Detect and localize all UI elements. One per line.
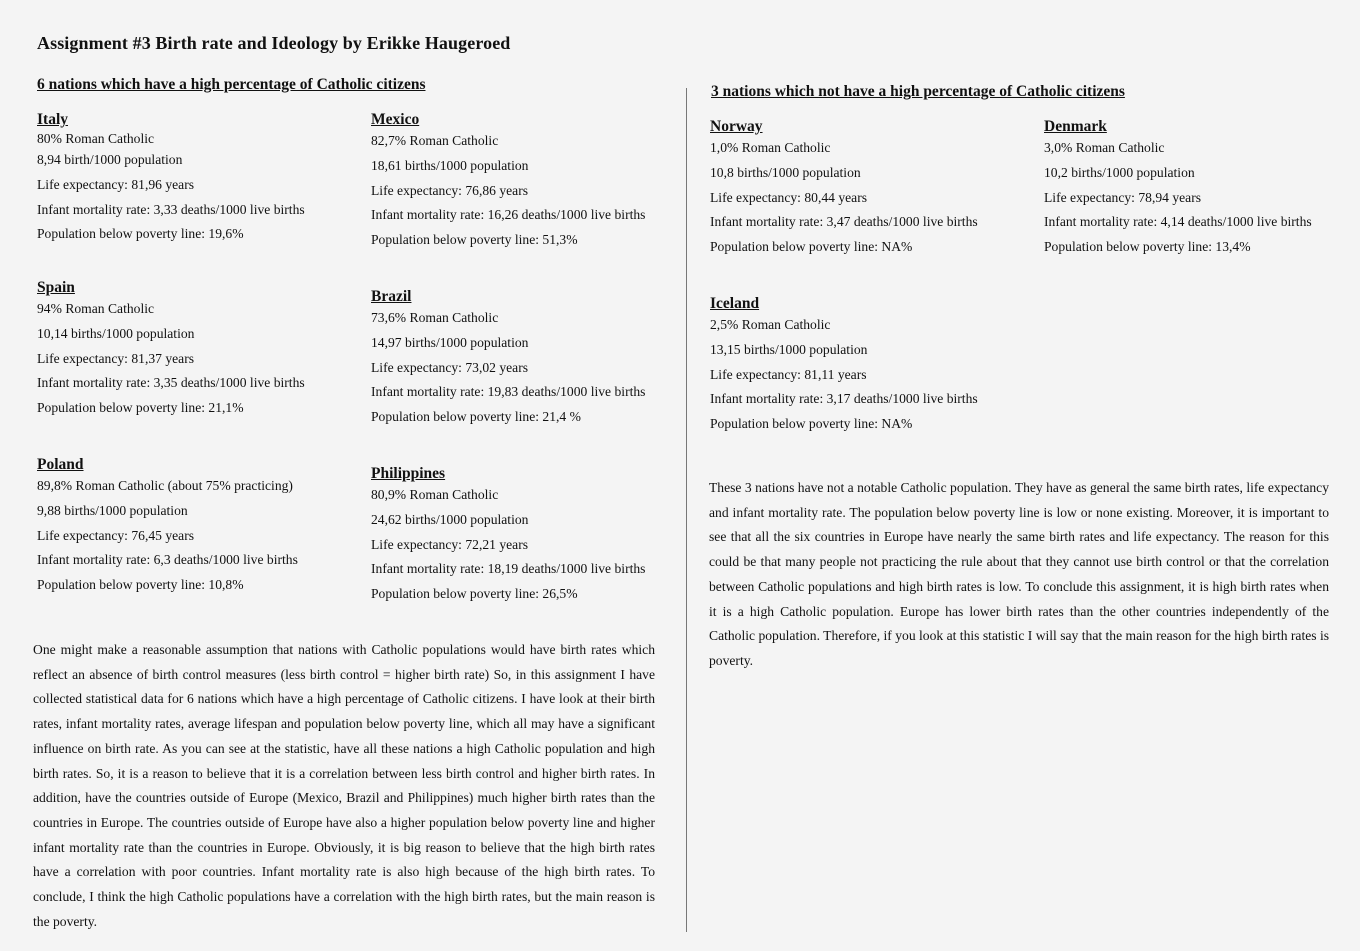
stat-infant-mortality: Infant mortality rate: 18,19 deaths/1000 live births [371, 561, 646, 577]
stat-poverty: Population below poverty line: NA% [710, 416, 913, 432]
stat-infant-mortality: Infant mortality rate: 4,14 deaths/1000 live births [1044, 214, 1312, 230]
left-heading: 6 nations which have a high percentage of Catholic citizens [37, 76, 426, 93]
right-conclusion-paragraph: These 3 nations have not a notable Catholic population. They have as general the same birth rates, life expectancy and infant mortality rate. The population below poverty line is low or none existing. Moreover, it is important to see that all the six countries in Europe have nearly the same birth rates and life expectancy. The reason for this could be that many people not practicing the rule about that they cannot use birth control or that the correlation between Catholic populations and high birth rates is low. To conclude this assignment, it is high birth rates when it is a high Catholic population. Europe has lower birth rates than the other countries independently of the Catholic population. Therefore, if you look at this statistic I will say that the main reason for the high birth rates is poverty. [709, 480, 1330, 668]
stat-birth-rate: 10,8 births/1000 population [710, 164, 861, 180]
left-conclusion-paragraph: One might make a reasonable assumption that nations with Catholic populations would have birth rates which reflect an absence of birth control measures (less birth control = higher birth rate) So, in this assignment I have collected statistical data for 6 nations which have a high percentage of Catholic citizens. I have look at their birth rates, infant mortality rates, average lifespan and population below poverty line, which all may have a significant influence on birth rate. As you can see at the statistic, have all these nations a high Catholic population and high birth rates. So, it is a reason to believe that it is a correlation between less birth control and higher birth rates. In addition, have the countries outside of Europe (Mexico, Brazil and Philippines) much higher birth rates than the countries in Europe. The countries outside of Europe have also a higher population below poverty line and higher infant mortality rate than the countries in Europe. Obviously, it is big reason to believe that the high birth rates have a correlation with poor countries. Infant mortality rate is also high because of the high birth rates. To conclude, I think the high Catholic populations have a correlation with the high birth rates, but the main reason is the poverty. [33, 642, 655, 929]
stat-life-expectancy: Life expectancy: 73,02 years [371, 359, 529, 375]
stat-infant-mortality: Infant mortality rate: 16,26 deaths/1000 live births [371, 207, 646, 223]
stat-poverty: Population below poverty line: 13,4% [1044, 239, 1251, 255]
right-heading: 3 nations which not have a high percentage of Catholic citizens [711, 83, 1125, 100]
stat-infant-mortality: Infant mortality rate: 3,33 deaths/1000 live births [37, 201, 305, 217]
stat-catholic: 2,5% Roman Catholic [710, 317, 831, 332]
stat-birth-rate: 18,61 births/1000 population [371, 157, 529, 173]
stat-life-expectancy: Life expectancy: 81,37 years [37, 350, 195, 366]
stat-poverty: Population below poverty line: 19,6% [37, 226, 244, 242]
stat-birth-rate: 10,2 births/1000 population [1044, 164, 1195, 180]
stat-catholic: 82,7% Roman Catholic [371, 133, 499, 148]
stat-catholic: 1,0% Roman Catholic [710, 140, 831, 155]
country-block-denmark [1044, 118, 1360, 260]
stat-poverty: Population below poverty line: 10,8% [37, 577, 244, 593]
country-name: Poland [37, 456, 84, 473]
stat-catholic: 89,8% Roman Catholic (about 75% practicing) [37, 478, 293, 493]
stat-life-expectancy: Life expectancy: 78,94 years [1044, 189, 1202, 205]
stat-birth-rate: 8,94 birth/1000 population [37, 152, 183, 167]
stat-life-expectancy: Life expectancy: 81,11 years [710, 366, 867, 382]
stat-poverty: Population below poverty line: NA% [710, 239, 913, 255]
stat-life-expectancy: Life expectancy: 76,45 years [37, 527, 195, 543]
stat-infant-mortality: Infant mortality rate: 3,17 deaths/1000 live births [710, 391, 978, 407]
stat-catholic: 3,0% Roman Catholic [1044, 140, 1165, 155]
page-title: Assignment #3 Birth rate and Ideology by Erikke Haugeroed [37, 33, 511, 53]
country-name: Iceland [710, 295, 760, 312]
country-block-poland [37, 456, 357, 598]
country-name: Philippines [371, 465, 446, 482]
country-block-iceland [710, 295, 1030, 437]
stat-birth-rate: 14,97 births/1000 population [371, 334, 529, 350]
stat-poverty: Population below poverty line: 21,4 % [371, 409, 581, 425]
stat-catholic: 94% Roman Catholic [37, 301, 155, 316]
country-name: Mexico [371, 111, 420, 128]
stat-birth-rate: 9,88 births/1000 population [37, 502, 188, 518]
stat-catholic: 80% Roman Catholic [37, 131, 155, 146]
stat-life-expectancy: Life expectancy: 80,44 years [710, 189, 868, 205]
stat-life-expectancy: Life expectancy: 76,86 years [371, 182, 529, 198]
country-name: Denmark [1044, 118, 1107, 135]
country-block-mexico [371, 111, 691, 253]
country-block-spain [37, 279, 357, 421]
country-name: Brazil [371, 288, 412, 305]
stat-catholic: 73,6% Roman Catholic [371, 310, 499, 325]
stat-life-expectancy: Life expectancy: 72,21 years [371, 536, 529, 552]
country-name: Italy [37, 111, 68, 128]
country-name: Spain [37, 279, 75, 296]
country-block-brazil [371, 288, 691, 430]
stat-catholic: 80,9% Roman Catholic [371, 487, 499, 502]
stat-birth-rate: 10,14 births/1000 population [37, 325, 195, 341]
stat-poverty: Population below poverty line: 51,3% [371, 232, 578, 248]
stat-infant-mortality: Infant mortality rate: 6,3 deaths/1000 live births [37, 552, 298, 568]
country-block-philippines [371, 465, 691, 607]
stat-birth-rate: 13,15 births/1000 population [710, 341, 868, 357]
country-block-norway [710, 118, 1030, 260]
stat-poverty: Population below poverty line: 26,5% [371, 586, 578, 602]
stat-infant-mortality: Infant mortality rate: 3,35 deaths/1000 live births [37, 375, 305, 391]
stat-birth-rate: 24,62 births/1000 population [371, 511, 529, 527]
stat-poverty: Population below poverty line: 21,1% [37, 400, 244, 416]
stat-infant-mortality: Infant mortality rate: 19,83 deaths/1000 live births [371, 384, 646, 400]
stat-life-expectancy: Life expectancy: 81,96 years [37, 176, 195, 192]
stat-infant-mortality: Infant mortality rate: 3,47 deaths/1000 live births [710, 214, 978, 230]
country-name: Norway [710, 118, 763, 135]
country-block-italy [37, 111, 357, 247]
